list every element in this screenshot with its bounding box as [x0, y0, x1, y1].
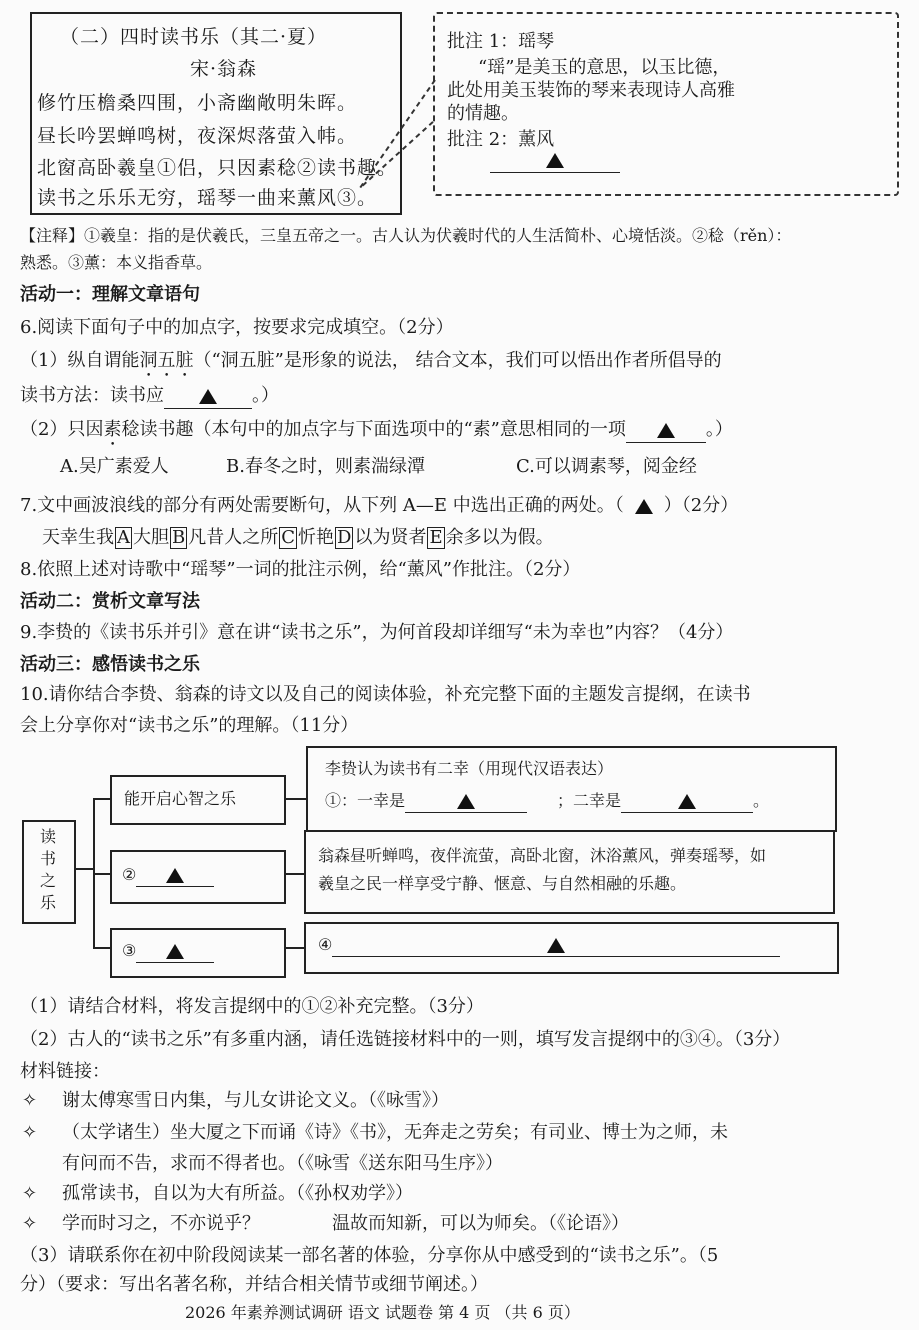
- connector: [93, 873, 110, 875]
- q7-stem-pre: 7.文中画波浪线的部分有两处需要断句，从下列 A—E 中选出正确的两处。（: [20, 495, 624, 516]
- activity-2-heading: 活动二：赏析文章写法: [20, 591, 200, 612]
- poem-line-3: 北窗高卧羲皇①侣，只因素稔②读书趣。: [37, 157, 398, 179]
- outline-blank-2[interactable]: [621, 790, 753, 813]
- q7-seg: 天幸生我: [42, 527, 114, 548]
- outline-root-text: [38, 826, 58, 914]
- outline-blank-node4[interactable]: [332, 934, 780, 957]
- outline-detail-2: [304, 830, 835, 914]
- q6-p1-pre: （1）纵自谓能: [20, 350, 140, 371]
- callout-pointer: [355, 60, 455, 200]
- annotation-label-2: 批注 2：薰风: [447, 129, 555, 150]
- q9: 9.李贽的《读书乐并引》意在讲“读书之乐”，为何首段却详细写“未为幸也”内容？（4分）: [20, 622, 734, 643]
- q7-mark-c[interactable]: C: [281, 527, 296, 548]
- detail-1b-mid: ；二幸是: [557, 791, 622, 810]
- page-footer: 2026 年素养测试调研 语文 试题卷 第 4 页 （共 6 页）: [185, 1303, 580, 1322]
- q6-option-c: C.可以调素琴，阅金经: [516, 456, 697, 477]
- q6-part2: [20, 418, 733, 450]
- connector: [284, 873, 306, 875]
- q7-seg: 凡昔人之所: [188, 527, 279, 548]
- q7-mark-e[interactable]: E: [429, 527, 443, 548]
- outline-blank-1[interactable]: [405, 790, 527, 813]
- q6-p1b-pre: 读书方法：读书应: [20, 385, 164, 406]
- q7-stem-post: ）（2分）: [663, 495, 739, 516]
- q7-mark-a[interactable]: A: [117, 527, 130, 548]
- q7-mark-d[interactable]: D: [337, 527, 352, 548]
- outline-node-1-label: 能开启心智之乐: [124, 789, 237, 808]
- outline-detail-1a: 李贽认为读书有二幸（用现代汉语表达）: [325, 759, 614, 778]
- notes-line-2: 熟悉。③薰：本义指香草。: [20, 253, 213, 272]
- answer-triangle-icon: [546, 153, 564, 168]
- sub-question-3-line-2: 分）（要求：写出名著名称，并结合相关情节或细节阐述。）: [20, 1274, 488, 1295]
- q6-p1-dotted: 洞五脏: [139, 350, 194, 371]
- q6-p1-post: （“洞五脏”是形象的说法， 结合文本，我们可以悟出作者所倡导的: [193, 350, 722, 371]
- poem-author: 宋·翁森: [190, 58, 258, 80]
- q6-part1-line1: [20, 349, 722, 381]
- q7-mark-b[interactable]: B: [172, 527, 186, 548]
- q6-p1b-post: 。）: [252, 385, 279, 406]
- materials-title: 材料链接：: [20, 1061, 110, 1082]
- q6-option-a: A.吴广素爱人: [60, 456, 169, 477]
- q6-p2-post: 稔读书趣（本句中的加点字与下面选项中的“素”意思相同的一项: [121, 419, 626, 440]
- connector: [93, 947, 110, 949]
- q6-p2-blank[interactable]: [626, 418, 706, 443]
- material-2a: （太学诸生）坐大厦之下而诵《诗》《书》，无奔走之劳矣；有司业、博士为之师，未: [62, 1122, 728, 1143]
- node-4-num: ④: [318, 935, 333, 954]
- annotation-blank[interactable]: [490, 150, 620, 173]
- sub-question-3-line-1: （3）请联系你在初中阶段阅读某一部名著的体验，分享你从中感受到的“读书之乐”。（5: [20, 1245, 719, 1266]
- connector: [93, 798, 110, 800]
- q6-p2-end: 。）: [705, 419, 733, 440]
- q7-seg: 忻艳: [298, 527, 335, 548]
- annotation-label-1: 批注 1：瑶琴: [447, 31, 555, 52]
- material-4a: 学而时习之，不亦说乎？: [62, 1213, 260, 1234]
- poem-title: （二）四时读书乐（其二·夏）: [60, 26, 328, 48]
- poem-line-1: 修竹压檐桑四围，小斋幽敞明朱晖。: [37, 92, 358, 114]
- annotation-text-1a: “瑶”是美玉的意思，以玉比德，: [478, 57, 731, 78]
- outline-detail-1b: ①：一幸是 ；二幸是 。: [325, 790, 769, 813]
- answer-triangle-icon: [166, 944, 184, 959]
- answer-triangle-icon: [547, 938, 565, 953]
- root-char: 读: [39, 827, 56, 846]
- connector: [284, 798, 306, 800]
- root-char: 之: [39, 871, 56, 890]
- q7-stem: [20, 494, 738, 518]
- q6-option-b: B.春冬之时，则素湍绿潭: [226, 456, 425, 477]
- q7-seg: 大胆: [133, 527, 169, 548]
- poem-line-4: 读书之乐乐无穷，瑶琴一曲来薰风③。: [37, 187, 378, 209]
- connector: [284, 947, 304, 949]
- answer-triangle-icon: [457, 794, 475, 809]
- q6-part1-line2: [20, 384, 279, 409]
- outline-node-3-label: [122, 940, 214, 963]
- detail-1b-pre: ①：一幸是: [325, 791, 406, 810]
- material-3: 孤常读书，自以为大有所益。（《孙权劝学》）: [62, 1183, 413, 1204]
- annotation-text-1c: 的情趣。: [447, 103, 519, 124]
- outline-detail-2a: 翁森昼听蝉鸣，夜伴流萤，高卧北窗，沐浴薰风，弹奏瑶琴，如: [318, 846, 767, 865]
- q7-answer-slot[interactable]: [624, 494, 664, 518]
- q7-seg: 以为贤者: [354, 527, 427, 548]
- annotation-text-1b: 此处用美玉装饰的琴来表现诗人高雅: [447, 80, 735, 101]
- outline-blank-node3[interactable]: [136, 940, 214, 963]
- root-char: 乐: [39, 893, 56, 912]
- q6-p2-dotted: 素: [103, 419, 122, 440]
- answer-triangle-icon: [199, 389, 217, 404]
- q10-line-2: 会上分享你对“读书之乐”的理解。（11分）: [20, 715, 359, 736]
- q7-sentence: [42, 526, 554, 550]
- bullet-icon: ✧: [22, 1090, 38, 1111]
- activity-3-heading: 活动三：感悟读书之乐: [20, 654, 200, 675]
- q10-line-1: 10.请你结合李贽、翁森的诗文以及自己的阅读体验，补充完整下面的主题发言提纲，在读书: [20, 684, 751, 705]
- q6-p1-blank[interactable]: [164, 384, 252, 409]
- q8: 8.依照上述对诗歌中“瑶琴”一词的批注示例，给“薰风”作批注。（2分）: [20, 559, 581, 580]
- outline-detail-2b: 羲皇之民一样享受宁静、惬意、与自然相融的乐趣。: [318, 874, 687, 893]
- answer-triangle-icon: [678, 794, 696, 809]
- outline-blank-node2[interactable]: [136, 864, 214, 887]
- material-1: 谢太傅寒雪日内集，与儿女讲论文义。（《咏雪》）: [62, 1090, 449, 1111]
- answer-triangle-icon: [657, 423, 675, 438]
- answer-triangle-icon: [635, 499, 653, 514]
- sub-question-1: （1）请结合材料，将发言提纲中的①②补充完整。（3分）: [20, 996, 484, 1017]
- connector: [74, 868, 94, 870]
- notes-line-1: 【注释】①羲皇：指的是伏羲氏，三皇五帝之一。古人认为伏羲时代的人生活简朴、心境恬淡。②稔（rěn）：: [20, 226, 792, 245]
- q6-p2-pre: （2）只因: [20, 419, 104, 440]
- outline-detail-3-label: [318, 934, 780, 957]
- outline-node-2-label: [122, 864, 214, 887]
- q6-stem: 6.阅读下面句子中的加点字，按要求完成填空。（2分）: [20, 317, 454, 338]
- activity-1-heading: 活动一：理解文章语句: [20, 284, 200, 305]
- sub-question-2: （2）古人的“读书之乐”有多重内涵，请任选链接材料中的一则，填写发言提纲中的③④。（3分）: [20, 1029, 791, 1050]
- node-2-num: ②: [122, 865, 137, 884]
- material-4b: 温故而知新，可以为师矣。（《论语》）: [332, 1213, 629, 1234]
- bullet-icon: ✧: [22, 1183, 38, 1204]
- material-2b: 有问而不告，求而不得者也。（《咏雪《送东阳马生序》）: [62, 1153, 503, 1174]
- poem-line-2: 昼长吟罢蝉鸣树，夜深烬落萤入帏。: [37, 125, 358, 147]
- root-char: 书: [39, 849, 56, 868]
- node-3-num: ③: [122, 941, 137, 960]
- answer-triangle-icon: [166, 868, 184, 883]
- q7-seg: 余多以为假。: [445, 527, 554, 548]
- bullet-icon: ✧: [22, 1213, 38, 1234]
- bullet-icon: ✧: [22, 1122, 38, 1143]
